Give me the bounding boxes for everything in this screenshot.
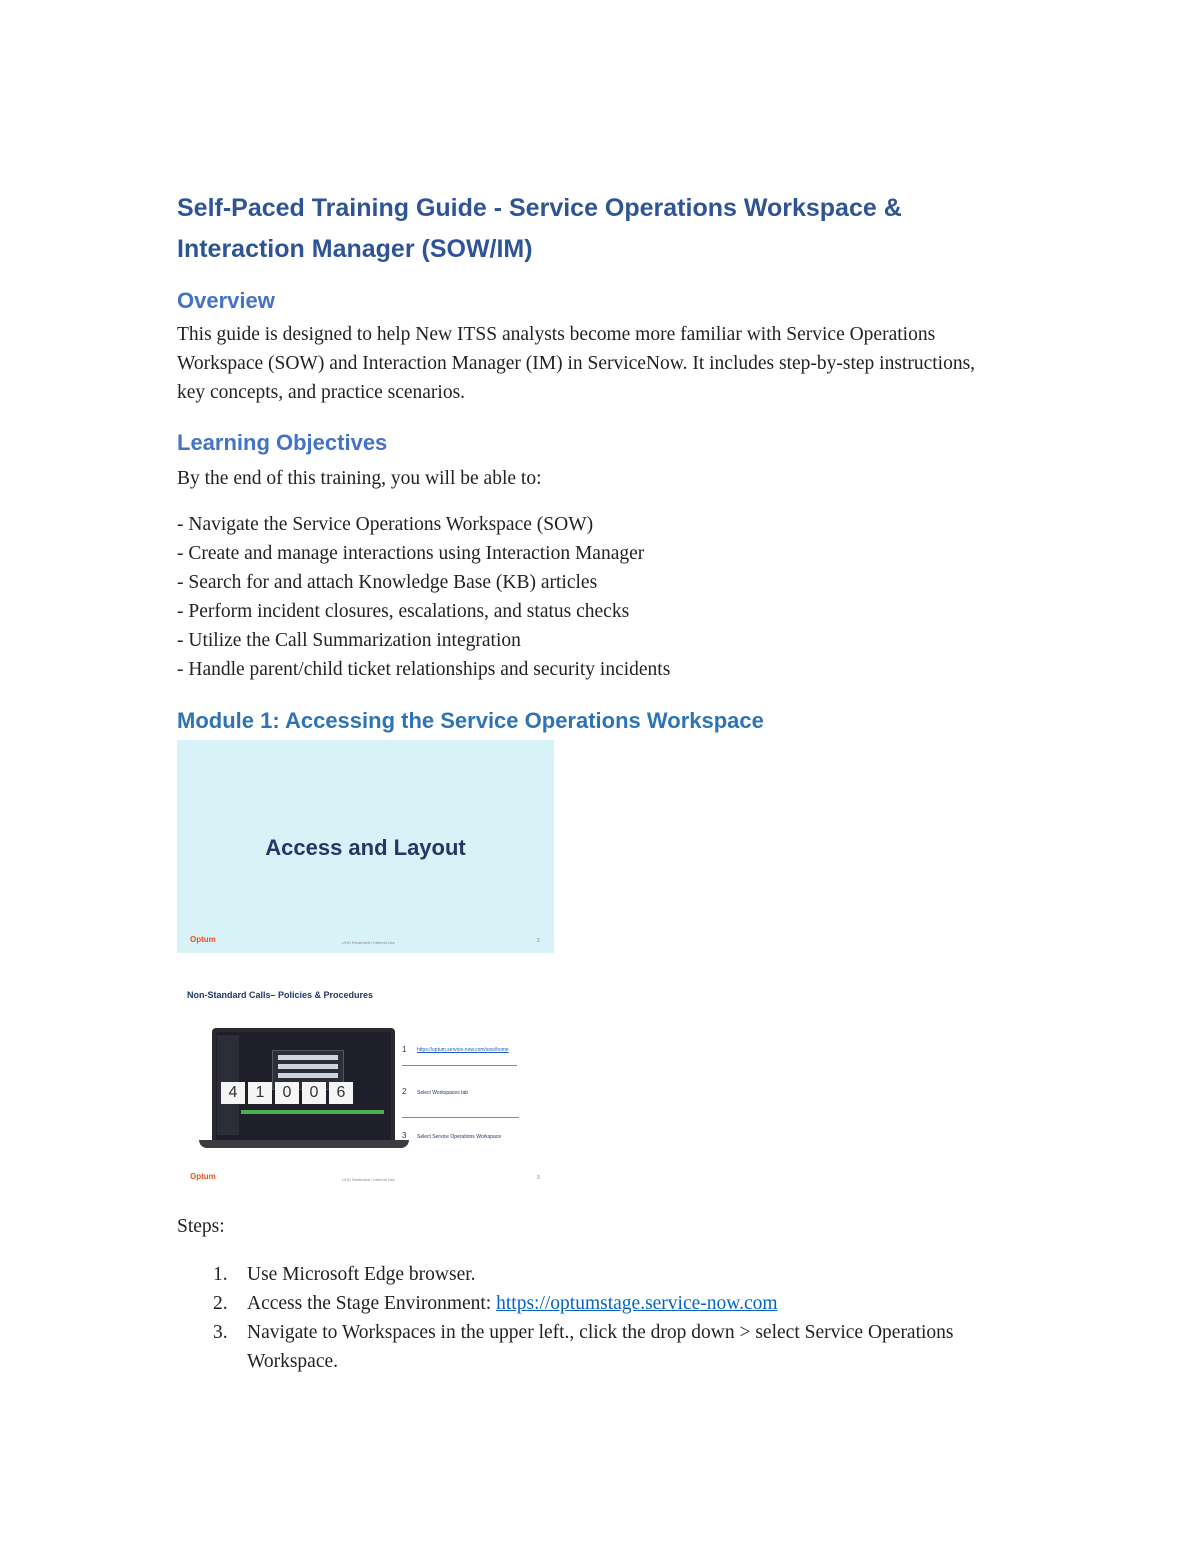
step-text: Navigate to Workspaces in the upper left., click the drop down > select Service Operations Workspace. — [247, 1322, 954, 1372]
slide-step-divider — [402, 1065, 517, 1066]
counter-digit: 6 — [329, 1082, 353, 1104]
counter-digit: 0 — [302, 1082, 326, 1104]
slide-step-number: 1 — [402, 1045, 407, 1054]
objective-item: - Navigate the Service Operations Workspace (SOW) — [177, 514, 594, 535]
objectives-list — [177, 510, 670, 684]
counter-digit: 1 — [248, 1082, 272, 1104]
document-title: Self-Paced Training Guide - Service Operations Workspace & Interaction Manager (SOW/IM) — [177, 194, 902, 263]
step-number: 3. — [213, 1322, 228, 1343]
objective-item: - Create and manage interactions using Interaction Manager — [177, 543, 645, 564]
step-number: 2. — [213, 1293, 228, 1314]
overview-text: This guide is designed to help New ITSS analysts become more familiar with Service Operations Workspace (SOW) and Interaction Manager (IM) in ServiceNow. It includes step-by-step instructions, key concepts, and practice scenarios. — [177, 324, 976, 403]
objective-item: - Search for and attach Knowledge Base (KB) articles — [177, 572, 598, 593]
step-text: Access the Stage Environment: — [247, 1293, 497, 1314]
slide-page-number: 3 — [537, 1175, 540, 1181]
overview-heading: Overview — [177, 288, 275, 313]
slide-step-text: Select Workspaces tab — [417, 1090, 469, 1096]
slide-title: Access and Layout — [265, 835, 466, 860]
module1-heading: Module 1: Accessing the Service Operations Workspace — [177, 708, 764, 733]
step-number: 1. — [213, 1264, 228, 1285]
screenshot-counters — [221, 1082, 353, 1104]
slide-step-text: Select Service Operations Workspace — [417, 1134, 502, 1140]
step-text: Use Microsoft Edge browser. — [247, 1264, 476, 1285]
step-item — [177, 1318, 997, 1376]
slide-step-divider — [402, 1117, 519, 1118]
counter-digit: 4 — [221, 1082, 245, 1104]
step-item — [177, 1260, 997, 1289]
objectives-heading: Learning Objectives — [177, 430, 388, 455]
slide-footer: UHG Restricted / Internal Use — [342, 940, 395, 945]
optum-logo: Optum — [190, 1172, 216, 1181]
optum-logo: Optum — [190, 935, 216, 944]
counter-digit: 0 — [275, 1082, 299, 1104]
slide-image-access-layout — [177, 740, 554, 953]
slide-step-number: 3 — [402, 1131, 407, 1140]
steps-label: Steps: — [177, 1216, 225, 1237]
step-item — [177, 1289, 997, 1318]
slide-step-link: https://optum.service-now.com/sow/home — [417, 1047, 509, 1053]
screenshot-progress-bar — [241, 1110, 384, 1114]
stage-environment-link[interactable]: https://optumstage.service-now.com — [496, 1293, 778, 1314]
laptop-base — [199, 1140, 409, 1148]
slide-title: Non-Standard Calls– Policies & Procedures — [187, 990, 374, 1000]
slide-step-number: 2 — [402, 1087, 407, 1096]
objective-item: - Utilize the Call Summarization integration — [177, 630, 521, 651]
steps-list — [177, 1260, 997, 1376]
objective-item: - Perform incident closures, escalations, and status checks — [177, 601, 630, 622]
objectives-intro: By the end of this training, you will be able to: — [177, 468, 542, 489]
slide-page-number: 2 — [537, 938, 540, 944]
slide-footer: UHG Restricted / Internal Use — [342, 1177, 395, 1182]
slide-image-workspace-access — [177, 980, 554, 1190]
objective-item: - Handle parent/child ticket relationships and security incidents — [177, 659, 671, 680]
